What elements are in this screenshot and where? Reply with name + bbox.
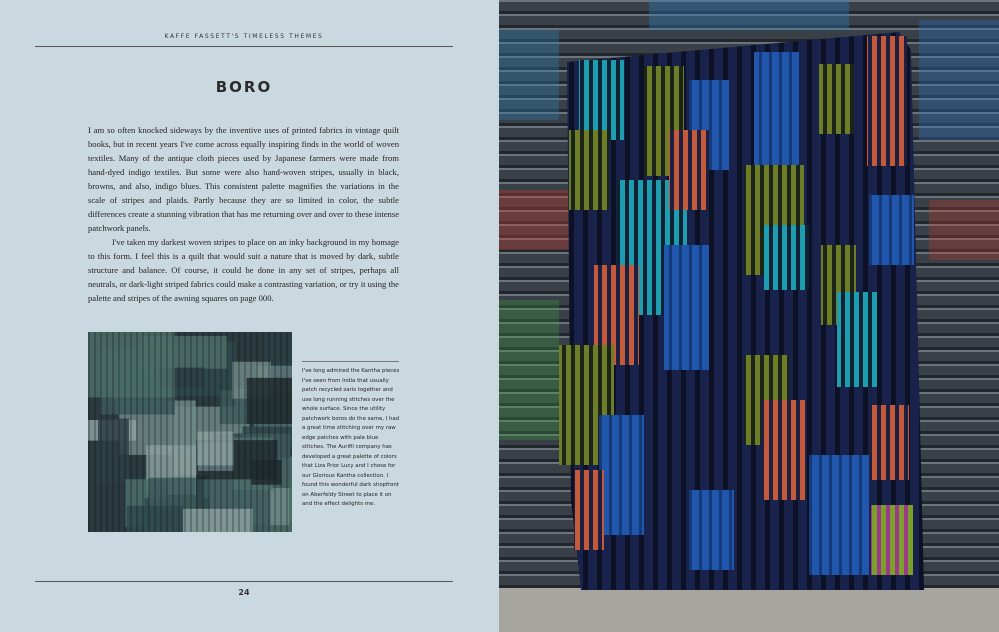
quilt-patch (754, 52, 799, 167)
quilt-patch (569, 130, 609, 210)
quilt-patch (689, 490, 734, 570)
graffiti-wash (649, 0, 849, 30)
quilt-patch (809, 455, 869, 575)
quilt-patch (869, 405, 909, 480)
quilt-detail-image (88, 332, 292, 532)
image-caption: I've long admired the Kantha pieces I've seen from India that usually patch recycled saris together and use long running stitches over the whole surface. Since the utility patchwork boros do the same, I had a great time stitching over my raw edge patches with pale blue stitches. The Aurifil company has developed a great palette of colors that Liza Prior Lucy and I chose for our Glorious Kantha collection. I found this wonderful dark shopfront on Aberfeldy Street to place it on and the effect delights me. (302, 368, 400, 507)
page-title: BORO (215, 78, 273, 96)
paragraph: I've taken my darkest woven stripes to place on an inky background in my homage to this form. I feel this is a quilt that would suit a nature that is moved by dark, subtle structure and balance. Of course, it could be done in any set of stripes, perhaps all neutrals, or dark-light striped fabrics could make a contrasting variation, or try it using the palette and stripes of the awning squares on page 000. (88, 237, 399, 303)
paragraph: I am so often knocked sideways by the inventive uses of printed fabrics in vintage quilt books, but in recent years I've come across equally inspiring finds in the world of woven textiles. Many of the antique cloth pieces used by Japanese farmers were made from hand-dyed indigo textiles. But some were also hand-woven stripes, usually in black, browns, and also, indigo blues. This consistent palette magnifies the variations in the scale of stripes and plaids. Partly because they are so limited in color, the subtle differences create a stunning vibration that has me returning over and over to these intense patchwork panels. (88, 125, 400, 233)
running-header: KAFFE FASSETT'S TIMELESS THEMES (164, 33, 324, 40)
graffiti-wash (499, 30, 559, 120)
left-page (0, 0, 499, 632)
graffiti-wash (499, 300, 559, 440)
quilt-patch (574, 470, 604, 550)
quilt-patch (664, 245, 709, 370)
quilt-patch (599, 415, 644, 535)
header-rule (35, 46, 453, 47)
pavement (499, 588, 999, 632)
fabric-patch (251, 460, 281, 485)
quilt-patch (819, 64, 854, 134)
quilt (559, 32, 924, 590)
quilt-photo (499, 0, 999, 632)
quilt-patch (837, 292, 877, 387)
page-number: 24 (238, 588, 250, 597)
quilt-patch (761, 400, 806, 500)
graffiti-wash (929, 200, 999, 260)
graffiti-wash (499, 190, 569, 250)
graffiti-wash (919, 20, 999, 140)
fabric-patch (183, 509, 253, 532)
quilt-patch (669, 130, 709, 210)
quilt-patch (867, 36, 907, 166)
quilt-patch (869, 195, 914, 265)
quilt-patch (871, 505, 913, 575)
caption-rule (302, 361, 399, 362)
footer-rule (35, 581, 453, 582)
body-text (88, 123, 399, 305)
quilt-patch (579, 60, 624, 140)
quilt-patch (764, 225, 809, 290)
